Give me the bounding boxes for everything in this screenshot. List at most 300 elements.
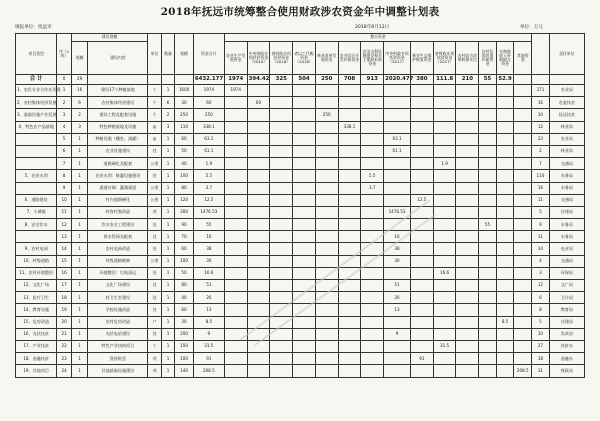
total-amount: 6432.177 [193, 75, 224, 85]
date-label: 2018年8月12日 [355, 25, 390, 30]
row-after: 12 [532, 121, 550, 133]
total-count: 0 [57, 75, 71, 85]
row-fund-6 [338, 133, 361, 145]
row-seq: 7 [57, 158, 71, 170]
table-row [16, 145, 585, 157]
row-fund-14 [514, 170, 532, 182]
row-fund-6 [338, 219, 361, 231]
row-fund-11 [456, 316, 479, 328]
total-empty-per [175, 75, 194, 85]
row-per: 40 [175, 292, 194, 304]
row-total: 91 [193, 353, 224, 365]
row-fund-12 [479, 133, 497, 145]
row-content: 贷款贴息 [88, 353, 148, 365]
row-fund-14 [514, 304, 532, 316]
row-fund-12: 55 [479, 219, 497, 231]
row-fund-11 [456, 365, 479, 377]
table-row [16, 255, 585, 267]
row-fund-7 [361, 109, 384, 121]
row-fund-11 [456, 85, 479, 97]
row-fund-7 [361, 85, 384, 97]
row-fund-12 [479, 292, 497, 304]
row-seq: 10 [57, 194, 71, 206]
row-fund-3 [270, 158, 293, 170]
row-content: 特色产业扶持项目 [88, 340, 148, 352]
header-fund-12: 农村危房改造补助资金 [479, 42, 497, 75]
row-after: 2 [532, 145, 550, 157]
header-scale: 规模 [175, 34, 194, 75]
row-fund-7 [361, 158, 384, 170]
row-fund-11 [456, 304, 479, 316]
row-fund-9 [410, 206, 433, 218]
row-fund-7 [361, 206, 384, 218]
row-fund-1 [224, 206, 247, 218]
row-scale: 1 [71, 365, 88, 377]
row-seq: 16 [57, 267, 71, 279]
row-qty: 1 [161, 304, 174, 316]
row-per: 50 [175, 267, 194, 279]
row-qty: 1 [161, 316, 174, 328]
row-fund-10 [433, 231, 456, 243]
row-fund-5 [315, 365, 338, 377]
row-fund-5 [315, 133, 338, 145]
table-row [16, 340, 585, 352]
row-unit: 公里 [148, 158, 161, 170]
row-category: 19、其他项目 [16, 365, 57, 377]
row-category: 8、安全饮水 [16, 219, 57, 231]
row-fund-3 [270, 365, 293, 377]
row-fund-3 [270, 353, 293, 365]
row-total: 16 [193, 231, 224, 243]
row-responsible: 水务局 [549, 170, 584, 182]
row-fund-9 [410, 340, 433, 352]
row-fund-4 [293, 267, 316, 279]
row-fund-8 [384, 194, 411, 206]
row-fund-1 [224, 340, 247, 352]
row-after: 12 [532, 280, 550, 292]
row-scale: 1 [71, 353, 88, 365]
row-fund-2 [247, 267, 270, 279]
row-fund-1 [224, 194, 247, 206]
total-fund-4: 504 [293, 75, 316, 85]
row-after: 10 [532, 109, 550, 121]
row-fund-3 [270, 194, 293, 206]
row-fund-8 [384, 121, 411, 133]
row-fund-9 [410, 255, 433, 267]
row-fund-6 [338, 158, 361, 170]
table-row [16, 267, 585, 279]
row-fund-1 [224, 328, 247, 340]
row-fund-2 [247, 255, 270, 267]
row-per: 1600 [175, 85, 194, 97]
row-per: 80 [175, 182, 194, 194]
row-unit: 处 [148, 304, 161, 316]
row-fund-7 [361, 292, 384, 304]
row-fund-11 [456, 133, 479, 145]
row-after: 16 [532, 97, 550, 109]
row-fund-14 [514, 206, 532, 218]
row-fund-1 [224, 365, 247, 377]
row-responsible: 交通局 [549, 194, 584, 206]
row-scale: 2 [71, 109, 88, 121]
row-qty: 1 [161, 231, 174, 243]
row-fund-13 [496, 243, 514, 255]
row-fund-6 [338, 292, 361, 304]
row-scale: 1 [71, 304, 88, 316]
row-fund-13 [496, 85, 514, 97]
row-seq: 15 [57, 255, 71, 267]
row-fund-4 [293, 304, 316, 316]
row-content: 饮水安全工程建设 [88, 219, 148, 231]
row-fund-13 [496, 158, 514, 170]
row-per: 30 [175, 316, 194, 328]
row-fund-14 [514, 280, 532, 292]
row-after: 11 [532, 231, 550, 243]
row-per: 30 [175, 97, 194, 109]
row-fund-4 [293, 145, 316, 157]
row-content: 特色种植基地及设施 [88, 121, 148, 133]
row-seq: 21 [57, 328, 71, 340]
row-after: 23 [532, 133, 550, 145]
row-fund-5 [315, 158, 338, 170]
row-fund-5 [315, 206, 338, 218]
row-fund-13 [496, 292, 514, 304]
row-fund-14 [514, 133, 532, 145]
header-fund-1: 农业生产发展资金 [224, 42, 247, 75]
row-fund-11 [456, 121, 479, 133]
row-fund-5 [315, 121, 338, 133]
row-category [16, 182, 57, 194]
row-fund-2 [247, 133, 270, 145]
row-seq: 4 [57, 121, 71, 133]
row-content: 种植设施（棚室、滴灌） [88, 133, 148, 145]
row-fund-9 [410, 182, 433, 194]
row-fund-5 [315, 243, 338, 255]
row-fund-13 [496, 328, 514, 340]
total-empty-unit [148, 75, 161, 85]
row-fund-14 [514, 292, 532, 304]
row-fund-14 [514, 182, 532, 194]
row-after: 4 [532, 255, 550, 267]
row-scale: 6 [71, 97, 88, 109]
row-fund-14 [514, 340, 532, 352]
row-fund-6 [338, 353, 361, 365]
row-fund-1 [224, 280, 247, 292]
row-fund-4 [293, 109, 316, 121]
row-fund-10 [433, 182, 456, 194]
row-fund-2 [247, 206, 270, 218]
row-responsible: 住建局 [549, 316, 584, 328]
row-fund-3 [270, 182, 293, 194]
row-fund-6 [338, 340, 361, 352]
row-fund-7: 3.7 [361, 182, 384, 194]
row-fund-10 [433, 97, 456, 109]
row-fund-14 [514, 231, 532, 243]
row-fund-5 [315, 97, 338, 109]
row-fund-8 [384, 97, 411, 109]
row-qty: 1 [161, 365, 174, 377]
row-fund-1 [224, 182, 247, 194]
row-per: 60 [175, 304, 194, 316]
row-fund-8: 13 [384, 304, 411, 316]
row-per: 110 [175, 121, 194, 133]
row-category: 11、农村环境整治 [16, 267, 57, 279]
row-content: 农村危房改造 [88, 316, 148, 328]
header-fund-3: 省财政专项扶贫资金（2018） [270, 42, 293, 75]
row-after: 9 [532, 219, 550, 231]
row-per: 300 [175, 206, 194, 218]
row-fund-2 [247, 194, 270, 206]
row-fund-1 [224, 304, 247, 316]
row-fund-2 [247, 304, 270, 316]
row-qty: 1 [161, 85, 174, 97]
row-fund-10: 1.9 [433, 158, 456, 170]
row-fund-14 [514, 145, 532, 157]
row-qty: 1 [161, 158, 174, 170]
row-fund-2 [247, 328, 270, 340]
total-fund-6: 708 [338, 75, 361, 85]
row-after: 110 [532, 170, 550, 182]
row-fund-12 [479, 255, 497, 267]
header-fund-4: 省以工代赈资金（2018） [293, 42, 316, 75]
row-total: 16.6 [193, 267, 224, 279]
row-fund-2 [247, 170, 270, 182]
row-fund-3 [270, 255, 293, 267]
table-row [16, 158, 585, 170]
row-fund-13 [496, 353, 514, 365]
row-fund-13 [496, 109, 514, 121]
row-fund-2 [247, 109, 270, 121]
row-qty: 1 [161, 353, 174, 365]
row-fund-12 [479, 267, 497, 279]
row-fund-5 [315, 280, 338, 292]
header-fund-5: 林业改革发展资金 [315, 42, 338, 75]
row-unit: 处 [148, 280, 161, 292]
row-unit: 处 [148, 219, 161, 231]
row-qty: 1 [161, 280, 174, 292]
row-fund-10 [433, 365, 456, 377]
row-fund-12 [479, 304, 497, 316]
row-fund-4 [293, 121, 316, 133]
row-fund-2 [247, 280, 270, 292]
row-fund-14 [514, 328, 532, 340]
row-total: 1476.53 [193, 206, 224, 218]
row-unit: 亩 [148, 133, 161, 145]
total-row [16, 75, 585, 85]
row-fund-4 [293, 353, 316, 365]
row-unit: 个 [148, 109, 161, 121]
row-scale: 1 [71, 133, 88, 145]
header-fund-8: 中央财政专项扶贫资金（2017） [384, 42, 411, 75]
row-after: 7 [532, 158, 550, 170]
row-fund-3 [270, 133, 293, 145]
header-fund-row [16, 42, 585, 75]
row-fund-7 [361, 194, 384, 206]
row-scale: 1 [71, 328, 88, 340]
table-row [16, 97, 585, 109]
row-seq: 8 [57, 170, 71, 182]
row-content: 其他基础设施建设 [88, 365, 148, 377]
row-category: 3、基础设施产业发展 [16, 109, 57, 121]
row-fund-10 [433, 255, 456, 267]
row-fund-9 [410, 243, 433, 255]
row-qty: 1 [161, 194, 174, 206]
row-content: 农业设施建设 [88, 145, 148, 157]
row-fund-9 [410, 304, 433, 316]
row-qty: 2 [161, 109, 174, 121]
row-fund-1 [224, 109, 247, 121]
row-category: 14、教育设施 [16, 304, 57, 316]
row-fund-7 [361, 340, 384, 352]
row-fund-12 [479, 182, 497, 194]
row-fund-7 [361, 231, 384, 243]
row-fund-12 [479, 158, 497, 170]
row-fund-5 [315, 231, 338, 243]
row-after: 5 [532, 316, 550, 328]
row-responsible: 林业局 [549, 121, 584, 133]
row-qty: 1 [161, 170, 174, 182]
row-fund-6: 338.1 [338, 121, 361, 133]
row-fund-6 [338, 316, 361, 328]
row-fund-9 [410, 121, 433, 133]
row-qty: 1 [161, 182, 174, 194]
row-responsible: 文广局 [549, 280, 584, 292]
row-seq: 20 [57, 316, 71, 328]
row-unit: 项 [148, 206, 161, 218]
row-qty: 1 [161, 219, 174, 231]
row-fund-5 [315, 328, 338, 340]
row-fund-5 [315, 340, 338, 352]
row-fund-12 [479, 194, 497, 206]
header-fund-13: 车购税收入补助地方资金 [496, 42, 514, 75]
row-category: 9、农村电网 [16, 243, 57, 255]
row-fund-12 [479, 85, 497, 97]
row-fund-5 [315, 255, 338, 267]
row-fund-3 [270, 109, 293, 121]
row-fund-4 [293, 365, 316, 377]
row-per: 50 [175, 145, 194, 157]
row-per: 100 [175, 353, 194, 365]
row-fund-12 [479, 170, 497, 182]
row-fund-6 [338, 255, 361, 267]
row-fund-7 [361, 145, 384, 157]
row-fund-11 [456, 194, 479, 206]
row-category: 6、道路建设 [16, 194, 57, 206]
row-responsible: 电业局 [549, 243, 584, 255]
row-total: 1.9 [193, 158, 224, 170]
row-fund-3 [270, 280, 293, 292]
row-qty: 1 [161, 255, 174, 267]
row-scale: 1 [71, 280, 88, 292]
row-fund-6 [338, 145, 361, 157]
row-fund-8 [384, 158, 411, 170]
row-fund-2 [247, 158, 270, 170]
row-fund-9 [410, 316, 433, 328]
row-content: 建设工程及配套设施 [88, 109, 148, 121]
row-fund-2 [247, 365, 270, 377]
row-per: 140 [175, 365, 194, 377]
row-scale: 1 [71, 340, 88, 352]
total-fund-1: 1974 [224, 75, 247, 85]
row-fund-12 [479, 243, 497, 255]
row-unit: 户 [148, 316, 161, 328]
row-fund-13 [496, 206, 514, 218]
table-row [16, 365, 585, 377]
row-scale: 1 [71, 231, 88, 243]
row-fund-8: 16 [384, 231, 411, 243]
row-scale: 1 [71, 194, 88, 206]
header-unit: 单位 [148, 34, 161, 75]
row-fund-8: 51 [384, 280, 411, 292]
total-fund-5: 250 [315, 75, 338, 85]
row-content: 光伏电站建设 [88, 328, 148, 340]
row-fund-3 [270, 97, 293, 109]
table-row [16, 353, 585, 365]
row-fund-3 [270, 145, 293, 157]
table-row [16, 328, 585, 340]
row-fund-7 [361, 304, 384, 316]
total-fund-2: 394.42 [247, 75, 270, 85]
row-fund-4 [293, 97, 316, 109]
row-fund-4 [293, 133, 316, 145]
row-fund-5 [315, 316, 338, 328]
row-category: 12、文化广场 [16, 280, 57, 292]
row-fund-4 [293, 292, 316, 304]
row-responsible: 住建局 [549, 206, 584, 218]
row-fund-4 [293, 328, 316, 340]
row-fund-11 [456, 340, 479, 352]
row-qty: 1 [161, 243, 174, 255]
row-content: 文化广场建设 [88, 280, 148, 292]
row-fund-12 [479, 316, 497, 328]
row-fund-12 [479, 231, 497, 243]
row-fund-1 [224, 145, 247, 157]
row-fund-9 [410, 219, 433, 231]
row-fund-1 [224, 133, 247, 145]
row-category: 18、金融扶贫 [16, 353, 57, 365]
row-total: 3.7 [193, 182, 224, 194]
row-seq: 2 [57, 97, 71, 109]
row-category: 13、医疗卫生 [16, 292, 57, 304]
row-unit: 公里 [148, 182, 161, 194]
row-fund-12 [479, 121, 497, 133]
row-total: 12.5 [193, 194, 224, 206]
row-fund-8 [384, 170, 411, 182]
row-fund-2 [247, 292, 270, 304]
row-fund-14 [514, 353, 532, 365]
row-fund-9: 91 [410, 353, 433, 365]
row-total: 5.5 [193, 170, 224, 182]
row-seq: 22 [57, 340, 71, 352]
row-fund-3 [270, 206, 293, 218]
table-row [16, 194, 585, 206]
row-after: 14 [532, 243, 550, 255]
row-scale: 1 [71, 292, 88, 304]
row-fund-14 [514, 194, 532, 206]
row-fund-4 [293, 85, 316, 97]
unit-label: 填报单位：抚远市 [15, 25, 52, 30]
row-fund-9 [410, 158, 433, 170]
row-scale: 1 [71, 316, 88, 328]
row-responsible: 农业局 [549, 85, 584, 97]
row-qty: 3 [161, 121, 174, 133]
table-row [16, 316, 585, 328]
row-qty: 1 [161, 292, 174, 304]
total-fund-9: 380 [410, 75, 433, 85]
row-fund-2 [247, 316, 270, 328]
row-responsible: 水务局 [549, 182, 584, 194]
row-category: 1、农民专业合作社发展 [16, 85, 57, 97]
